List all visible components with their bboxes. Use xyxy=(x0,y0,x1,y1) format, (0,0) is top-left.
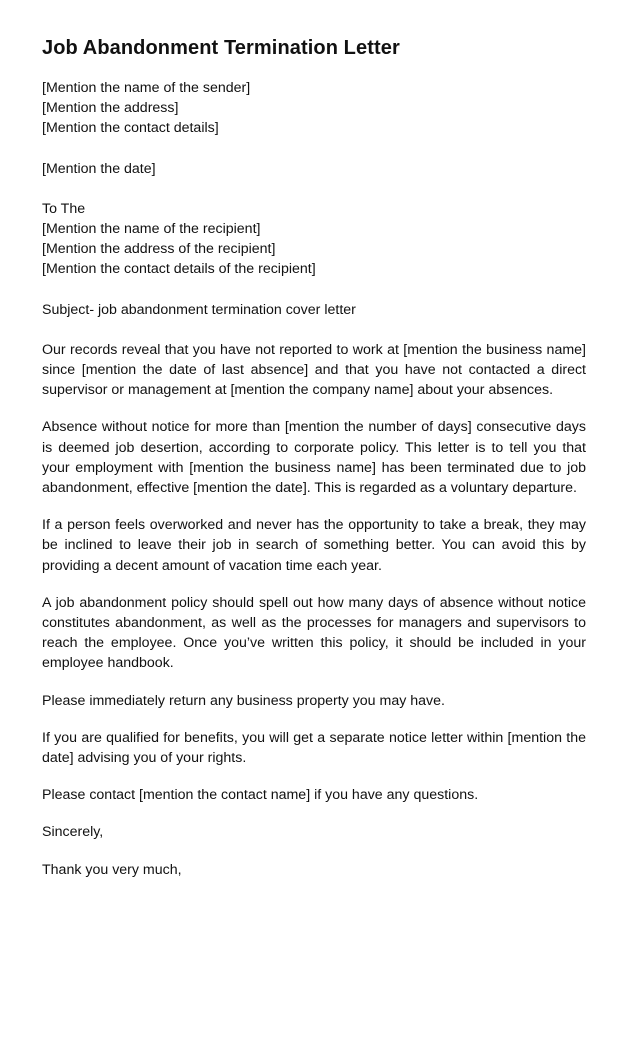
recipient-contact: [Mention the contact details of the recipient] xyxy=(42,261,316,278)
letter-subject: Subject- job abandonment termination cover letter xyxy=(42,301,356,318)
body-paragraph: Absence without notice for more than [mention the number of days] consecutive days is deemed job desertion, according to corporate policy. This letter is to tell you that your employment with [mention the business name] has been terminated due to job abandonment, effective [mention the date]. This is regarded as a voluntary departure. xyxy=(42,419,586,497)
sender-block xyxy=(42,78,586,139)
recipient-address: [Mention the address of the recipient] xyxy=(42,241,276,258)
letter-title: Job Abandonment Termination Letter xyxy=(42,37,400,59)
recipient-to: To The xyxy=(42,200,86,217)
letter-signoff: Thank you very much, xyxy=(42,861,182,878)
recipient-name: [Mention the name of the recipient] xyxy=(42,221,261,238)
sender-contact: [Mention the contact details] xyxy=(42,120,219,137)
recipient-block xyxy=(42,199,586,280)
body-paragraph: Please immediately return any business property you may have. xyxy=(42,692,445,709)
body-paragraph: If you are qualified for benefits, you will get a separate notice letter within [mention the date] advising you of your rights. xyxy=(42,729,586,767)
date-block xyxy=(42,159,586,179)
letter-page xyxy=(42,34,586,897)
body-paragraph: A job abandonment policy should spell out how many days of absence without notice constitutes abandonment, as well as the processes for managers and supervisors to reach the employee. Once you’ve written this policy, it should be included in your employee handbook. xyxy=(42,594,586,672)
body-paragraph: If a person feels overworked and never has the opportunity to take a break, they may be inclined to leave their job in search of something better. You can avoid this by providing a decent amount of vacation time each year. xyxy=(42,517,586,574)
body-paragraph: Please contact [mention the contact name] if you have any questions. xyxy=(42,787,479,804)
subject-block xyxy=(42,300,586,320)
sender-name: [Mention the name of the sender] xyxy=(42,80,251,96)
body-paragraph: Our records reveal that you have not reported to work at [mention the business name] since [mention the date of last absence] and that you have not contacted a direct supervisor or management at [mention the company name] about your absences. xyxy=(42,341,586,399)
sender-address: [Mention the address] xyxy=(42,100,179,117)
letter-date: [Mention the date] xyxy=(42,160,156,177)
letter-closing: Sincerely, xyxy=(42,824,104,841)
